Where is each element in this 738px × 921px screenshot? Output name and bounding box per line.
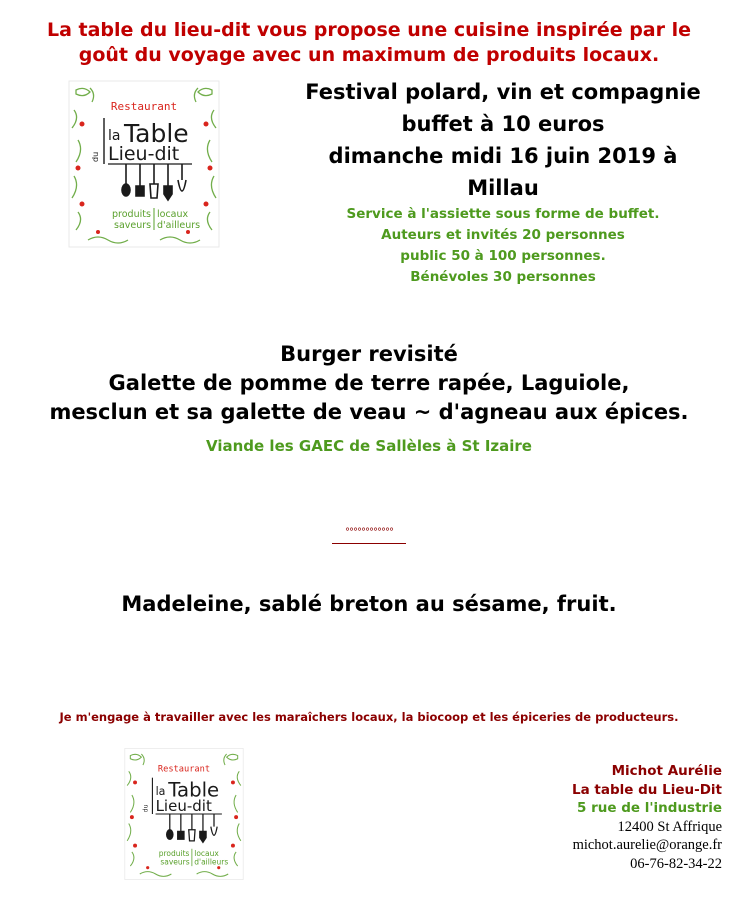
contact-name: Michot Aurélie (611, 763, 722, 779)
contact-restaurant: La table du Lieu-Dit (572, 781, 722, 798)
logo-restaurant-word: Restaurant (157, 764, 211, 775)
logo-graphic (68, 80, 220, 248)
logo-ailleurs: d'ailleurs (157, 220, 201, 231)
logo-locaux: locaux (194, 848, 219, 858)
menu-line-1: Burger revisité (280, 342, 458, 366)
engagement-statement: Je m'engage à travailler avec les maraîchers locaux, la biocoop et les épiceries de producteurs. (59, 710, 679, 724)
contact-city: 12400 St Affrique (617, 818, 722, 835)
logo-la: la (108, 128, 121, 144)
logo-restaurant-word: Restaurant (110, 100, 178, 113)
logo-saveurs: saveurs (160, 857, 190, 867)
logo-lieu-dit: Lieu-dit (155, 796, 212, 815)
intro-line-1: La table du lieu-dit vous propose une cuisine inspirée par le (46, 19, 692, 41)
logo-table: Table (168, 778, 220, 802)
event-date: dimanche midi 16 juin 2019 à (328, 144, 678, 168)
logo-graphic-small (124, 746, 244, 882)
service-line-4: Bénévoles 30 personnes (410, 269, 596, 285)
contact-block (462, 762, 722, 873)
service-details (298, 204, 708, 288)
logo-produits: produits (112, 209, 151, 220)
logo-table: Table (124, 119, 189, 148)
service-line-1: Service à l'assiette sous forme de buffet. (346, 206, 660, 222)
main-course (0, 340, 738, 427)
logo-du: du (91, 151, 100, 162)
dessert: Madeleine, sablé breton au sésame, fruit. (121, 592, 617, 616)
logo-du: du (142, 804, 150, 813)
event-title: Festival polard, vin et compagnie (305, 80, 701, 104)
service-line-3: public 50 à 100 personnes. (400, 248, 606, 264)
meat-source: Viande les GAEC de Sallèles à St Izaire (206, 437, 532, 455)
restaurant-logo-bottom (124, 746, 244, 882)
restaurant-logo-top (68, 80, 220, 248)
contact-email[interactable]: michot.aurelie@orange.fr (572, 837, 722, 853)
separator: °°°°°°°°°°°° (332, 526, 406, 544)
intro-line-2: goût du voyage avec un maximum de produits locaux. (78, 44, 660, 66)
intro-text (0, 18, 738, 68)
logo-lieu-dit: Lieu-dit (108, 143, 180, 165)
event-place: Millau (467, 176, 539, 200)
contact-phone: 06-76-82-34-22 (630, 855, 722, 872)
service-line-2: Auteurs et invités 20 personnes (381, 227, 625, 243)
logo-ailleurs: d'ailleurs (194, 857, 229, 867)
contact-street: 5 rue de l'industrie (577, 800, 722, 816)
logo-locaux: locaux (157, 209, 189, 220)
event-block (278, 76, 728, 204)
menu-line-2: Galette de pomme de terre rapée, Laguiole, (108, 371, 630, 395)
logo-saveurs: saveurs (114, 220, 152, 231)
logo-produits: produits (158, 848, 190, 858)
logo-la: la (155, 785, 166, 799)
event-price: buffet à 10 euros (401, 112, 605, 136)
menu-line-3: mesclun et sa galette de veau ~ d'agneau aux épices. (49, 400, 689, 424)
